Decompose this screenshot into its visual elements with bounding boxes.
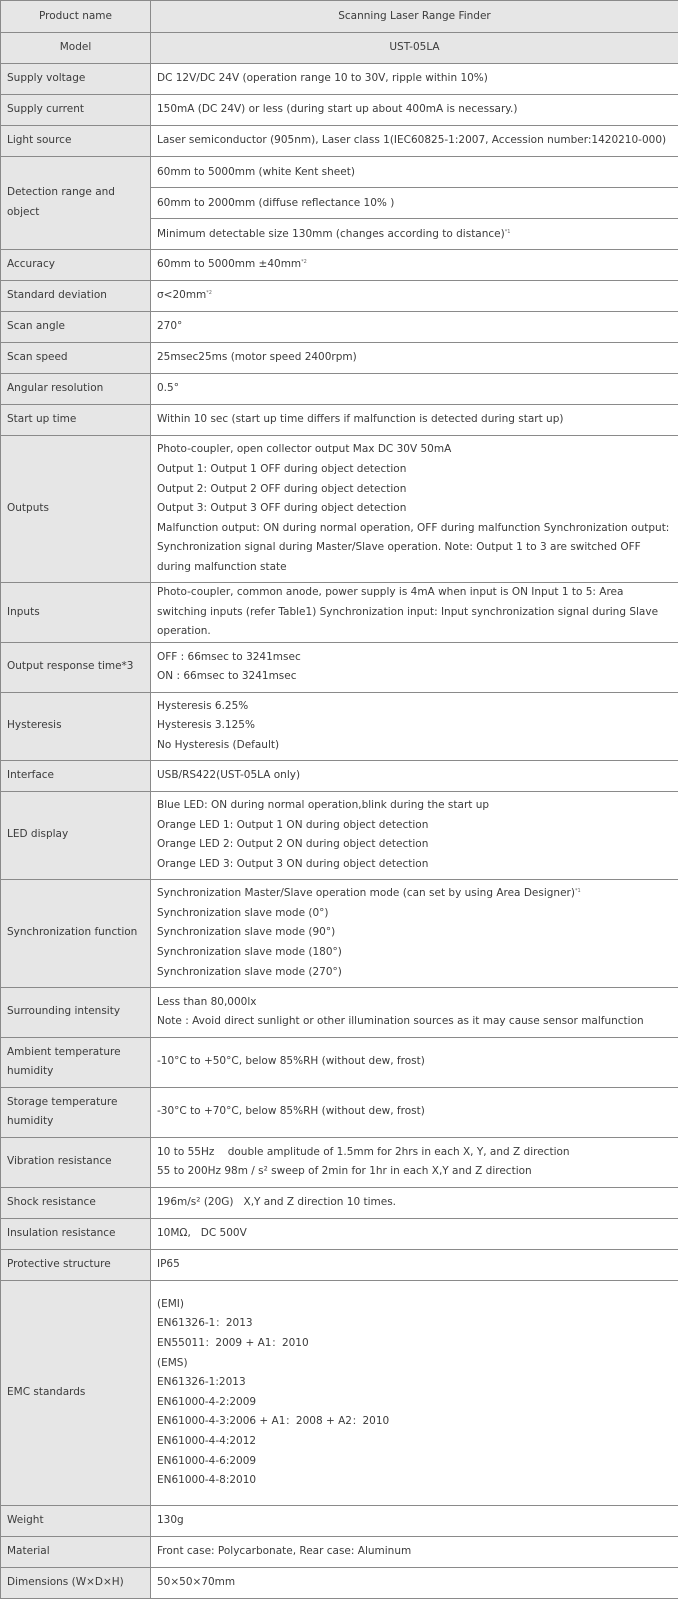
spec-value-cell bbox=[151, 1536, 678, 1567]
spec-label: Light source bbox=[7, 134, 71, 146]
spec-value-subcell bbox=[151, 219, 678, 249]
spec-value-line: -30°C to +70°C, below 85%RH (without dew, frost) bbox=[157, 1102, 672, 1122]
spec-value-cell bbox=[151, 64, 678, 95]
spec-row bbox=[1, 760, 678, 791]
spec-value-cell bbox=[151, 791, 678, 879]
header-row-product bbox=[1, 1, 678, 33]
model-value: UST-05LA bbox=[389, 41, 439, 53]
spec-label: Supply current bbox=[7, 103, 84, 115]
spec-value-cell bbox=[151, 1187, 678, 1218]
footnote-marker: *1 bbox=[575, 888, 581, 894]
spec-label-cell bbox=[1, 250, 151, 281]
spec-row bbox=[1, 692, 678, 760]
spec-label: Detection range and object bbox=[7, 186, 115, 218]
spec-label: Dimensions (W×D×H) bbox=[7, 1576, 124, 1588]
product-name-value-cell bbox=[151, 1, 678, 33]
spec-value-line: 50×50×70mm bbox=[157, 1573, 672, 1593]
spec-label: Angular resolution bbox=[7, 382, 103, 394]
spec-row bbox=[1, 64, 678, 95]
spec-value-line: Synchronization Master/Slave operation mode (can set by using Area Designer)$^{*1}$ bbox=[157, 884, 672, 904]
spec-value-line: Note : Avoid direct sunlight or other illumination sources as it may cause sensor malfunction bbox=[157, 1012, 672, 1032]
spec-value-line: Output 3: Output 3 OFF during object detection bbox=[157, 499, 672, 519]
spec-value-cell bbox=[151, 1567, 678, 1598]
spec-row bbox=[1, 583, 678, 643]
spec-label-cell bbox=[1, 879, 151, 987]
spec-row bbox=[1, 1536, 678, 1567]
spec-label-cell bbox=[1, 1087, 151, 1137]
spec-value-line: 10 to 55Hz double amplitude of 1.5mm for 2hrs in each X, Y, and Z direction bbox=[157, 1143, 672, 1163]
spec-label-cell bbox=[1, 760, 151, 791]
spec-value-line: USB/RS422(UST-05LA only) bbox=[157, 766, 672, 786]
spec-label: Synchronization function bbox=[7, 926, 137, 938]
spec-row bbox=[1, 95, 678, 126]
spec-value-line: (EMS) bbox=[157, 1354, 672, 1374]
spec-value-line: Synchronization slave mode (90°) bbox=[157, 923, 672, 943]
spec-value-line: 270° bbox=[157, 317, 672, 337]
spec-label-cell bbox=[1, 64, 151, 95]
spec-value-line: Blue LED: ON during normal operation,blink during the start up bbox=[157, 796, 672, 816]
spec-row bbox=[1, 343, 678, 374]
spec-label: Supply voltage bbox=[7, 72, 85, 84]
spec-value-line: EN61326-1：2013 bbox=[157, 1314, 672, 1334]
spec-value-subcell bbox=[151, 157, 678, 188]
model-value-cell bbox=[151, 33, 678, 64]
spec-row bbox=[1, 126, 678, 157]
spec-label-cell bbox=[1, 1280, 151, 1505]
spec-value-cell bbox=[151, 126, 678, 157]
spec-label-cell bbox=[1, 987, 151, 1037]
spec-value-line: Photo-coupler, open collector output Max DC 30V 50mA bbox=[157, 440, 672, 460]
spec-value-cell bbox=[151, 879, 678, 987]
spec-row bbox=[1, 281, 678, 312]
spec-label-cell bbox=[1, 126, 151, 157]
spec-value-line: Hysteresis 3.125% bbox=[157, 716, 672, 736]
spec-label-cell bbox=[1, 1567, 151, 1598]
spec-value-line: $\sigma<20mm^{*2}$ bbox=[157, 286, 672, 306]
spec-row bbox=[1, 1505, 678, 1536]
model-label-cell bbox=[1, 33, 151, 64]
spec-label-cell bbox=[1, 1536, 151, 1567]
spec-label-cell bbox=[1, 343, 151, 374]
spec-label-cell bbox=[1, 583, 151, 643]
spec-label: EMC standards bbox=[7, 1386, 85, 1398]
spec-row bbox=[1, 1218, 678, 1249]
spec-label-cell bbox=[1, 95, 151, 126]
spec-row bbox=[1, 405, 678, 436]
spec-value-subcell bbox=[151, 188, 678, 219]
spec-value-line: EN61000-4-6:2009 bbox=[157, 1452, 672, 1472]
spec-label: Outputs bbox=[7, 502, 49, 514]
spec-value-cell bbox=[151, 1505, 678, 1536]
spec-label: Insulation resistance bbox=[7, 1227, 116, 1239]
spec-value-line: Photo-coupler, common anode, power supply is 4mA when input is ON Input 1 to 5: Area switching inputs (refer Table1) Synchronization input: Input synchronization signal during Slave operation. bbox=[157, 583, 672, 642]
spec-value-line: Minimum detectable size 130mm (changes according to distance) bbox=[157, 228, 505, 240]
spec-value-cell bbox=[151, 760, 678, 791]
spec-value-cell bbox=[151, 1249, 678, 1280]
spec-value-line: Laser semiconductor (905nm), Laser class 1(IEC60825-1:2007, Accession number:1420210-000) bbox=[157, 131, 672, 151]
spec-value-line: 130g bbox=[157, 1511, 672, 1531]
spec-row bbox=[1, 1137, 678, 1187]
spec-value-cell bbox=[151, 1037, 678, 1087]
product-name-label: Product name bbox=[39, 10, 112, 22]
spec-value-line: IP65 bbox=[157, 1255, 672, 1275]
spec-value-line: Less than 80,000lx bbox=[157, 993, 672, 1013]
spec-label: Start up time bbox=[7, 413, 76, 425]
spec-value-line: 0.5° bbox=[157, 379, 672, 399]
spec-label-cell bbox=[1, 791, 151, 879]
spec-value-line: 60mm to $5000mm \pm 40mm^{*2}$ bbox=[157, 255, 672, 275]
spec-row bbox=[1, 1187, 678, 1218]
spec-value-line: 196m/s² (20G) X,Y and Z direction 10 times. bbox=[157, 1193, 672, 1213]
spec-value-cell bbox=[151, 95, 678, 126]
spec-value-line: Front case: Polycarbonate, Rear case: Aluminum bbox=[157, 1542, 672, 1562]
spec-label-cell bbox=[1, 436, 151, 583]
spec-row bbox=[1, 436, 678, 583]
spec-label-cell bbox=[1, 312, 151, 343]
spec-value-line: 25msec25ms (motor speed 2400rpm) bbox=[157, 348, 672, 368]
spec-label-cell bbox=[1, 1505, 151, 1536]
spec-value-cell bbox=[151, 405, 678, 436]
spec-row bbox=[1, 791, 678, 879]
spec-value-cell bbox=[151, 987, 678, 1037]
spec-row bbox=[1, 250, 678, 281]
spec-value-line: Orange LED 1: Output 1 ON during object detection bbox=[157, 816, 672, 836]
spec-label: Protective structure bbox=[7, 1258, 111, 1270]
spec-label: Ambient temperature humidity bbox=[7, 1046, 121, 1078]
spec-label: Scan speed bbox=[7, 351, 68, 363]
spec-value-line: EN61000-4-4:2012 bbox=[157, 1432, 672, 1452]
model-label: Model bbox=[60, 41, 92, 53]
spec-label-cell bbox=[1, 1037, 151, 1087]
spec-label: Hysteresis bbox=[7, 719, 62, 731]
spec-value-line: EN61326-1:2013 bbox=[157, 1373, 672, 1393]
spec-value-cell bbox=[151, 374, 678, 405]
spec-row bbox=[1, 312, 678, 343]
spec-value-line: No Hysteresis (Default) bbox=[157, 736, 672, 756]
spec-value-line: Orange LED 2: Output 2 ON during object detection bbox=[157, 835, 672, 855]
spec-value-line: Synchronization slave mode (180°) bbox=[157, 943, 672, 963]
spec-label: Shock resistance bbox=[7, 1196, 96, 1208]
spec-value-line: ON : 66msec to 3241msec bbox=[157, 667, 672, 687]
spec-value-line: (EMI) bbox=[157, 1295, 672, 1315]
spec-row bbox=[1, 987, 678, 1037]
spec-value-cell bbox=[151, 250, 678, 281]
spec-label: Surrounding intensity bbox=[7, 1005, 120, 1017]
spec-label-cell bbox=[1, 374, 151, 405]
spec-label-cell bbox=[1, 692, 151, 760]
spec-value-cell bbox=[151, 157, 678, 250]
spec-row bbox=[1, 1087, 678, 1137]
spec-value-line: Within 10 sec (start up time differs if malfunction is detected during start up) bbox=[157, 410, 672, 430]
spec-label-cell bbox=[1, 405, 151, 436]
spec-value-line: EN61000-4-2:2009 bbox=[157, 1393, 672, 1413]
spec-value-cell bbox=[151, 1137, 678, 1187]
spec-label: Weight bbox=[7, 1514, 44, 1526]
spec-value-line: 150mA (DC 24V) or less (during start up about 400mA is necessary.) bbox=[157, 100, 672, 120]
spec-label: Standard deviation bbox=[7, 289, 107, 301]
spec-value-line: -10°C to +50°C, below 85%RH (without dew, frost) bbox=[157, 1052, 672, 1072]
spec-value-cell bbox=[151, 436, 678, 583]
spec-value-line: EN61000-4-8:2010 bbox=[157, 1471, 672, 1491]
spec-value-line: Synchronization slave mode (270°) bbox=[157, 963, 672, 983]
spec-value-cell bbox=[151, 1280, 678, 1505]
spec-label-cell bbox=[1, 1187, 151, 1218]
spec-label: Interface bbox=[7, 769, 54, 781]
spec-row bbox=[1, 374, 678, 405]
footnote-marker: *1 bbox=[505, 229, 511, 235]
spec-label: Vibration resistance bbox=[7, 1155, 112, 1167]
spec-row bbox=[1, 1567, 678, 1598]
spec-label-cell bbox=[1, 642, 151, 692]
spec-value-cell bbox=[151, 343, 678, 374]
spec-value-line: 60mm to 2000mm (diffuse reflectance 10% ) bbox=[157, 197, 394, 209]
spec-value-cell bbox=[151, 312, 678, 343]
spec-value-cell bbox=[151, 1087, 678, 1137]
spec-value-cell bbox=[151, 642, 678, 692]
spec-row bbox=[1, 1037, 678, 1087]
spec-value-line: OFF : 66msec to 3241msec bbox=[157, 648, 672, 668]
spec-row bbox=[1, 879, 678, 987]
spec-label: Storage temperature humidity bbox=[7, 1096, 117, 1128]
spec-label-cell bbox=[1, 1249, 151, 1280]
header-row-model bbox=[1, 33, 678, 64]
spec-label-cell bbox=[1, 1218, 151, 1249]
product-name-label-cell bbox=[1, 1, 151, 33]
spec-label: Scan angle bbox=[7, 320, 65, 332]
spec-value-line: Malfunction output: ON during normal operation, OFF during malfunction Synchronization output: Synchronization signal during Master/Slave operation. Note: Output 1 to 3 are switched OFF during malfunction state bbox=[157, 519, 672, 578]
spec-value-cell bbox=[151, 1218, 678, 1249]
spec-label-cell bbox=[1, 157, 151, 250]
product-name-value: Scanning Laser Range Finder bbox=[338, 10, 491, 22]
spec-label: Output response time*3 bbox=[7, 660, 134, 672]
spec-value-line: Output 2: Output 2 OFF during object detection bbox=[157, 480, 672, 500]
spec-value-line: Orange LED 3: Output 3 ON during object detection bbox=[157, 855, 672, 875]
spec-row bbox=[1, 1280, 678, 1505]
spec-label: Inputs bbox=[7, 606, 40, 618]
spec-value-line: Output 1: Output 1 OFF during object detection bbox=[157, 460, 672, 480]
spec-label-cell bbox=[1, 281, 151, 312]
footnote-marker: *2 bbox=[206, 290, 212, 296]
spec-label: Material bbox=[7, 1545, 50, 1557]
spec-label: LED display bbox=[7, 828, 68, 840]
spec-value-line: Hysteresis 6.25% bbox=[157, 697, 672, 717]
spec-row bbox=[1, 157, 678, 250]
spec-label: Accuracy bbox=[7, 258, 55, 270]
spec-value-line: DC 12V/DC 24V (operation range 10 to 30V, ripple within 10%) bbox=[157, 69, 672, 89]
spec-value-cell bbox=[151, 692, 678, 760]
spec-value-line: EN55011：2009 + A1：2010 bbox=[157, 1334, 672, 1354]
spec-value-cell bbox=[151, 281, 678, 312]
spec-label-cell bbox=[1, 1137, 151, 1187]
spec-value-line: 60mm to 5000mm (white Kent sheet) bbox=[157, 166, 355, 178]
spec-value-line: Synchronization slave mode (0°) bbox=[157, 904, 672, 924]
spec-value-cell bbox=[151, 583, 678, 643]
spec-value-line: 55 to 200Hz 98m / s² sweep of 2min for 1hr in each X,Y and Z direction bbox=[157, 1162, 672, 1182]
spec-value-line: EN61000-4-3:2006 + A1：2008 + A2：2010 bbox=[157, 1412, 672, 1432]
spec-value-line: 10MΩ, DC 500V bbox=[157, 1224, 672, 1244]
footnote-marker: *2 bbox=[301, 259, 307, 265]
spec-row bbox=[1, 1249, 678, 1280]
spec-row bbox=[1, 642, 678, 692]
